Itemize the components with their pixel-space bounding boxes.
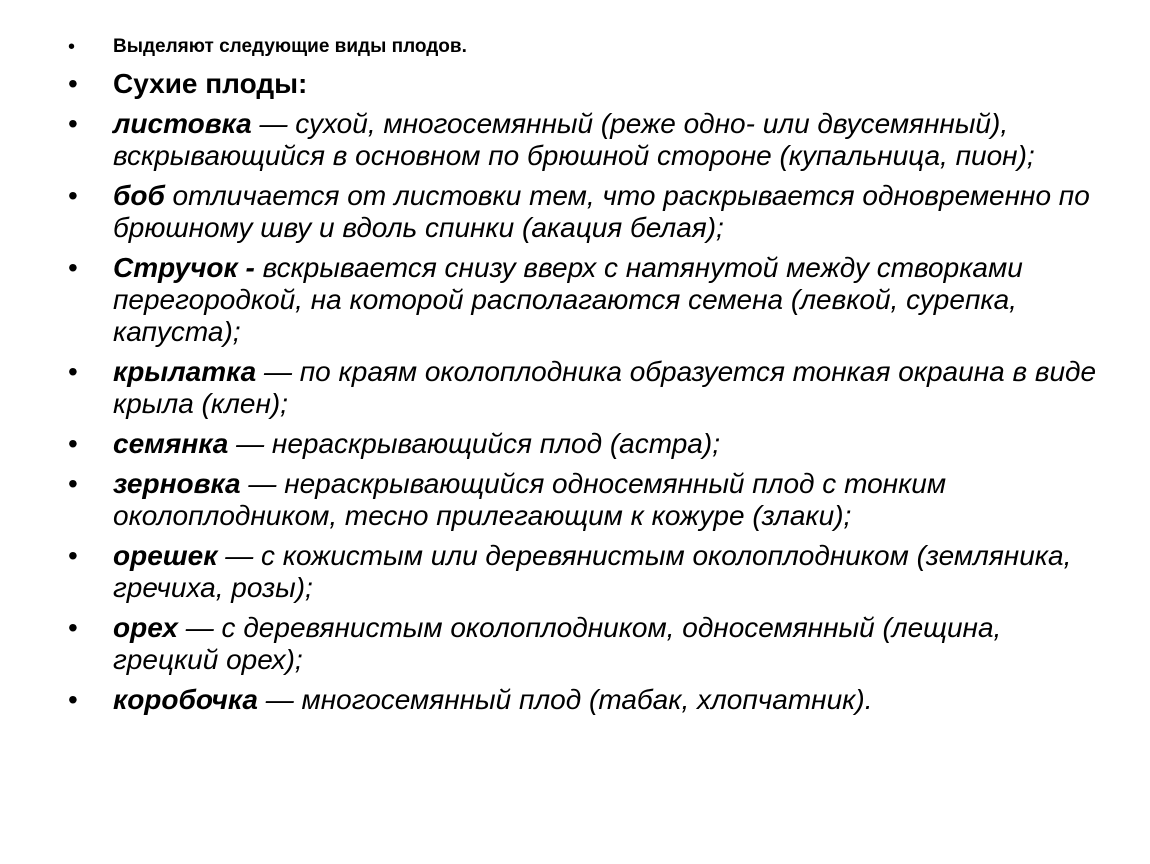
list-item-krylatka (68, 356, 1110, 420)
heading-item (68, 68, 1110, 100)
bullet-icon: • (68, 540, 78, 571)
description: — многосемянный плод (табак, хлопчатник). (257, 684, 873, 715)
bullet-icon: • (68, 468, 78, 499)
list-item-korobochka (68, 684, 1110, 716)
term: орех (113, 612, 178, 643)
bullet-icon: • (68, 428, 78, 459)
fruit-types-list (68, 32, 1110, 716)
description: — нераскрывающийся плод (астра); (228, 428, 720, 459)
term: боб (113, 180, 165, 211)
term: листовка (113, 108, 252, 139)
list-item-semyanka (68, 428, 1110, 460)
description: — с кожистым или деревянистым околоплодником (земляника, гречиха, розы); (113, 540, 1072, 603)
list-item-listovka (68, 108, 1110, 172)
description: отличается от листовки тем, что раскрывается одновременно по брюшному шву и вдоль спинки (акация белая); (113, 180, 1090, 243)
bullet-icon: • (68, 36, 76, 58)
list-item-struchok (68, 252, 1110, 348)
description: вскрывается снизу вверх с натянутой между створками перегородкой, на которой располагаются семена (левкой, сурепка, капуста); (113, 252, 1023, 347)
list-item-oreshek (68, 540, 1110, 604)
intro-item (68, 32, 1110, 62)
bullet-icon: • (68, 684, 78, 715)
description: — нераскрывающийся односемянный плод с тонким околоплодником, тесно прилегающим к кожуре (злаки); (113, 468, 947, 531)
term: орешек (113, 540, 218, 571)
bullet-icon: • (68, 108, 78, 139)
bullet-icon: • (68, 68, 78, 99)
list-item-oreh (68, 612, 1110, 676)
list-item-zernovka (68, 468, 1110, 532)
description: — сухой, многосемянный (реже одно- или двусемянный), вскрывающийся в основном по брюшной стороне (купальница, пион); (113, 108, 1035, 171)
list-item-bob (68, 180, 1110, 244)
description: — по краям околоплодника образуется тонкая окраина в виде крыла (клен); (113, 356, 1097, 419)
bullet-icon: • (68, 180, 78, 211)
bullet-icon: • (68, 356, 78, 387)
bullet-icon: • (68, 612, 78, 643)
term: семянка (113, 428, 229, 459)
intro-text: Выделяют следующие виды плодов. (113, 36, 467, 57)
heading-text: Сухие плоды: (113, 68, 308, 99)
term: Стручок - (113, 252, 255, 283)
term: коробочка (113, 684, 258, 715)
term: зерновка (113, 468, 241, 499)
term: крылатка (113, 356, 257, 387)
description: — с деревянистым околоплодником, односемянный (лещина, грецкий орех); (113, 612, 1002, 675)
bullet-icon: • (68, 252, 78, 283)
